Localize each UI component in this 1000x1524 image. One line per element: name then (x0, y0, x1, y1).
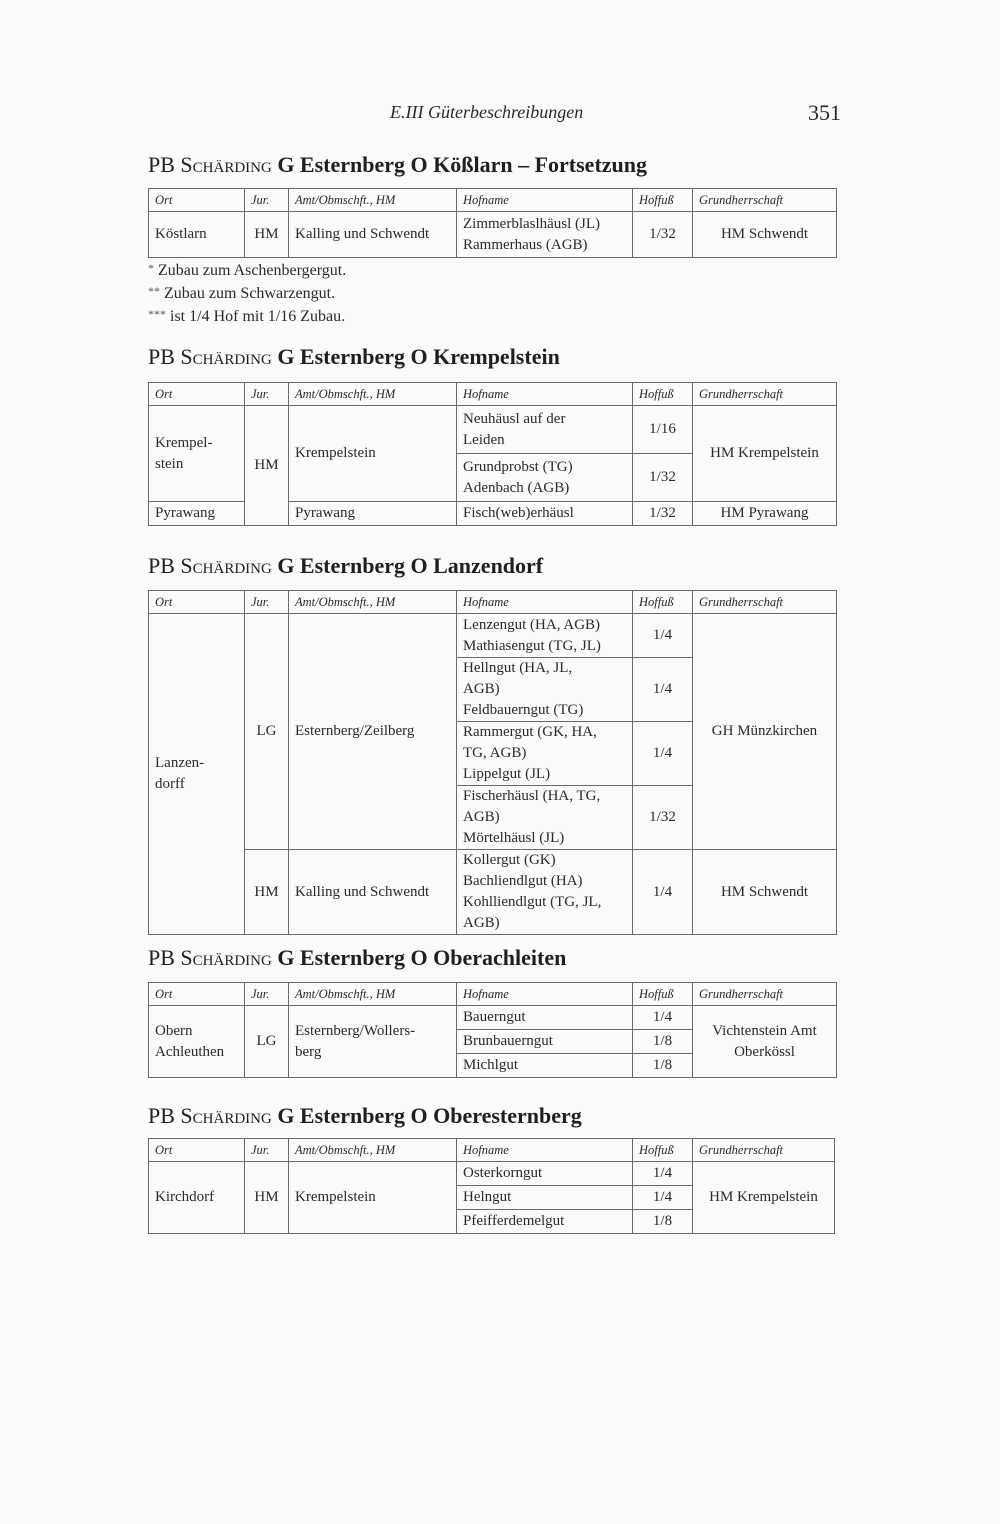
footnote-mark: ** (148, 284, 160, 298)
col-grundherrschaft: Grundherrschaft (693, 591, 837, 614)
amt-line: Esternberg/Wollers- (295, 1022, 416, 1039)
hofname-line: AGB) (463, 809, 500, 825)
section-title-main: G Esternberg O Lanzendorf (277, 553, 544, 578)
cell-hoffuss: 1/8 (633, 1030, 693, 1054)
col-hofname: Hofname (457, 189, 633, 212)
cell-hofname: Fisch(web)erhäusl (457, 502, 633, 526)
table-lanzendorf (148, 590, 837, 935)
col-ort: Ort (149, 1139, 245, 1162)
cell-grundherrschaft: HM Krempelstein (693, 406, 837, 502)
col-ort: Ort (149, 983, 245, 1006)
table-header-row (149, 983, 837, 1006)
cell-jur: HM (245, 1162, 289, 1234)
cell-hoffuss: 1/4 (633, 614, 693, 658)
col-ort: Ort (149, 591, 245, 614)
footnotes (148, 258, 346, 327)
grundherrschaft-line: Oberkössl (734, 1043, 795, 1060)
col-hoffuss: Hoffuß (633, 383, 693, 406)
table-oberesternberg (148, 1138, 835, 1234)
hofname-line: Neuhäusl auf der (463, 410, 566, 427)
table-krempelstein (148, 382, 837, 526)
col-ort: Ort (149, 383, 245, 406)
hofname-line: Bachliendlgut (HA) (463, 873, 583, 889)
footnote (148, 281, 346, 304)
section-title-main: G Esternberg O Oberachleiten (277, 945, 567, 970)
hofname-line: Fischerhäusl (HA, TG, (463, 788, 601, 804)
col-grundherrschaft: Grundherrschaft (693, 983, 837, 1006)
table-oberachleiten (148, 982, 837, 1078)
col-amt: Amt/Obmschft., HM (289, 591, 457, 614)
cell-hoffuss: 1/16 (633, 406, 693, 454)
ort-line: stein (155, 455, 184, 472)
col-jur: Jur. (245, 1139, 289, 1162)
col-amt: Amt/Obmschft., HM (289, 1139, 457, 1162)
footnote-mark: *** (148, 307, 166, 321)
cell-amt: Kalling und Schwendt (289, 212, 457, 258)
cell-ort (149, 1006, 245, 1078)
hofname-line: Rammerhaus (AGB) (463, 236, 588, 253)
cell-jur: LG (245, 1006, 289, 1078)
cell-hofname (457, 212, 633, 258)
ort-line: Krempel- (155, 434, 213, 451)
grundherrschaft-line: Vichtenstein Amt (712, 1022, 817, 1039)
cell-hoffuss: 1/32 (633, 212, 693, 258)
cell-hofname: Helngut (457, 1186, 633, 1210)
col-amt: Amt/Obmschft., HM (289, 383, 457, 406)
section-title-prefix: PB Schärding (148, 1103, 272, 1128)
col-amt: Amt/Obmschft., HM (289, 189, 457, 212)
section-title-oberesternberg (148, 1103, 582, 1129)
cell-hoffuss: 1/4 (633, 1006, 693, 1030)
table-row (149, 406, 837, 454)
cell-jur: HM (245, 850, 289, 935)
cell-hoffuss: 1/4 (633, 850, 693, 935)
col-jur: Jur. (245, 983, 289, 1006)
cell-amt: Pyrawang (289, 502, 457, 526)
section-title-main: G Esternberg O Kößlarn – Fortsetzung (277, 152, 648, 177)
ort-line: Obern (155, 1022, 193, 1039)
cell-amt: Esternberg/Zeilberg (289, 614, 457, 850)
ort-line: Achleuthen (155, 1043, 225, 1060)
table-header-row (149, 591, 837, 614)
hofname-line: Mörtelhäusl (JL) (463, 830, 565, 846)
hofname-line: Mathiasengut (TG, JL) (463, 637, 601, 654)
cell-hoffuss: 1/8 (633, 1054, 693, 1078)
cell-amt: Krempelstein (289, 406, 457, 502)
col-hoffuss: Hoffuß (633, 189, 693, 212)
cell-grundherrschaft: HM Schwendt (693, 212, 837, 258)
cell-hofname: Osterkorngut (457, 1162, 633, 1186)
col-hoffuss: Hoffuß (633, 591, 693, 614)
col-hofname: Hofname (457, 983, 633, 1006)
cell-hofname (457, 614, 633, 658)
cell-grundherrschaft: HM Pyrawang (693, 502, 837, 526)
hofname-line: Kollergut (GK) (463, 852, 556, 868)
section-title-main: G Esternberg O Krempelstein (277, 344, 560, 369)
hofname-line: TG, AGB) (463, 745, 527, 761)
col-ort: Ort (149, 189, 245, 212)
footnote-text: ist 1/4 Hof mit 1/16 Zubau. (170, 308, 346, 325)
section-title-prefix: PB Schärding (148, 344, 272, 369)
cell-hofname (457, 406, 633, 454)
table-row (149, 1006, 837, 1030)
running-head: E.III Güterbeschreibungen (390, 102, 584, 122)
hofname-line: Zimmerblaslhäusl (JL) (463, 215, 601, 232)
hofname-line: Hellngut (HA, JL, (463, 660, 573, 676)
col-hofname: Hofname (457, 383, 633, 406)
cell-hoffuss: 1/4 (633, 1186, 693, 1210)
cell-hofname (457, 454, 633, 502)
col-jur: Jur. (245, 189, 289, 212)
cell-hoffuss: 1/8 (633, 1210, 693, 1234)
section-title-oberachleiten (148, 945, 566, 971)
cell-hoffuss: 1/4 (633, 722, 693, 786)
cell-hofname: Bauerngut (457, 1006, 633, 1030)
hofname-line: Feldbauerngut (TG) (463, 702, 584, 718)
footnote (148, 304, 346, 327)
cell-hofname: Pfeifferdemelgut (457, 1210, 633, 1234)
cell-hoffuss: 1/4 (633, 658, 693, 722)
hofname-line: Lenzengut (HA, AGB) (463, 616, 601, 633)
cell-grundherrschaft: HM Schwendt (693, 850, 837, 935)
cell-grundherrschaft: GH Münzkirchen (693, 614, 837, 850)
hofname-line: AGB) (463, 681, 500, 697)
col-hofname: Hofname (457, 591, 633, 614)
ort-line: Lanzen- (155, 755, 205, 771)
table-row (149, 614, 837, 658)
cell-amt (289, 1006, 457, 1078)
col-jur: Jur. (245, 591, 289, 614)
cell-amt: Krempelstein (289, 1162, 457, 1234)
table-kosslarn (148, 188, 837, 258)
hofname-line: Adenbach (AGB) (463, 479, 570, 496)
cell-amt: Kalling und Schwendt (289, 850, 457, 935)
cell-hofname (457, 658, 633, 722)
cell-ort: Pyrawang (149, 502, 245, 526)
col-grundherrschaft: Grundherrschaft (693, 1139, 835, 1162)
hofname-line: Lippelgut (JL) (463, 766, 551, 782)
cell-hofname: Brunbauerngut (457, 1030, 633, 1054)
col-jur: Jur. (245, 383, 289, 406)
ort-line: dorff (155, 776, 185, 792)
cell-jur: LG (245, 614, 289, 850)
col-amt: Amt/Obmschft., HM (289, 983, 457, 1006)
cell-hofname: Michlgut (457, 1054, 633, 1078)
section-title-lanzendorf (148, 553, 543, 579)
col-hofname: Hofname (457, 1139, 633, 1162)
amt-line: berg (295, 1043, 322, 1060)
col-grundherrschaft: Grundherrschaft (693, 383, 837, 406)
table-header-row (149, 1139, 835, 1162)
section-title-prefix: PB Schärding (148, 945, 272, 970)
footnote-mark: * (148, 261, 154, 275)
col-hoffuss: Hoffuß (633, 983, 693, 1006)
cell-hoffuss: 1/4 (633, 1162, 693, 1186)
col-hoffuss: Hoffuß (633, 1139, 693, 1162)
cell-ort: Köstlarn (149, 212, 245, 258)
cell-jur: HM (245, 212, 289, 258)
section-title-prefix: PB Schärding (148, 553, 272, 578)
hofname-line: Rammergut (GK, HA, (463, 724, 597, 740)
cell-hofname (457, 722, 633, 786)
table-row (149, 850, 837, 935)
hofname-line: AGB) (463, 915, 500, 931)
hofname-line: Kohlliendlgut (TG, JL, (463, 894, 602, 910)
cell-hoffuss: 1/32 (633, 786, 693, 850)
footnote (148, 258, 346, 281)
page-number: 351 (808, 100, 841, 125)
footnote-text: Zubau zum Aschenbergergut. (158, 262, 347, 279)
cell-hofname (457, 786, 633, 850)
hofname-line: Leiden (463, 431, 505, 448)
col-grundherrschaft: Grundherrschaft (693, 189, 837, 212)
cell-grundherrschaft (693, 1006, 837, 1078)
cell-hoffuss: 1/32 (633, 454, 693, 502)
table-header-row (149, 189, 837, 212)
table-row (149, 212, 837, 258)
cell-ort: Kirchdorf (149, 1162, 245, 1234)
section-title-main: G Esternberg O Oberesternberg (277, 1103, 582, 1128)
cell-grundherrschaft: HM Krempelstein (693, 1162, 835, 1234)
cell-hoffuss: 1/32 (633, 502, 693, 526)
table-row (149, 1162, 835, 1186)
cell-hofname (457, 850, 633, 935)
cell-ort (149, 406, 245, 502)
cell-ort (149, 614, 245, 935)
table-header-row (149, 383, 837, 406)
section-title-krempelstein (148, 344, 560, 370)
section-title-prefix: PB Schärding (148, 152, 272, 177)
hofname-line: Grundprobst (TG) (463, 458, 573, 475)
cell-jur: HM (245, 406, 289, 526)
section-title-kosslarn (148, 152, 647, 178)
footnote-text: Zubau zum Schwarzengut. (164, 285, 336, 302)
